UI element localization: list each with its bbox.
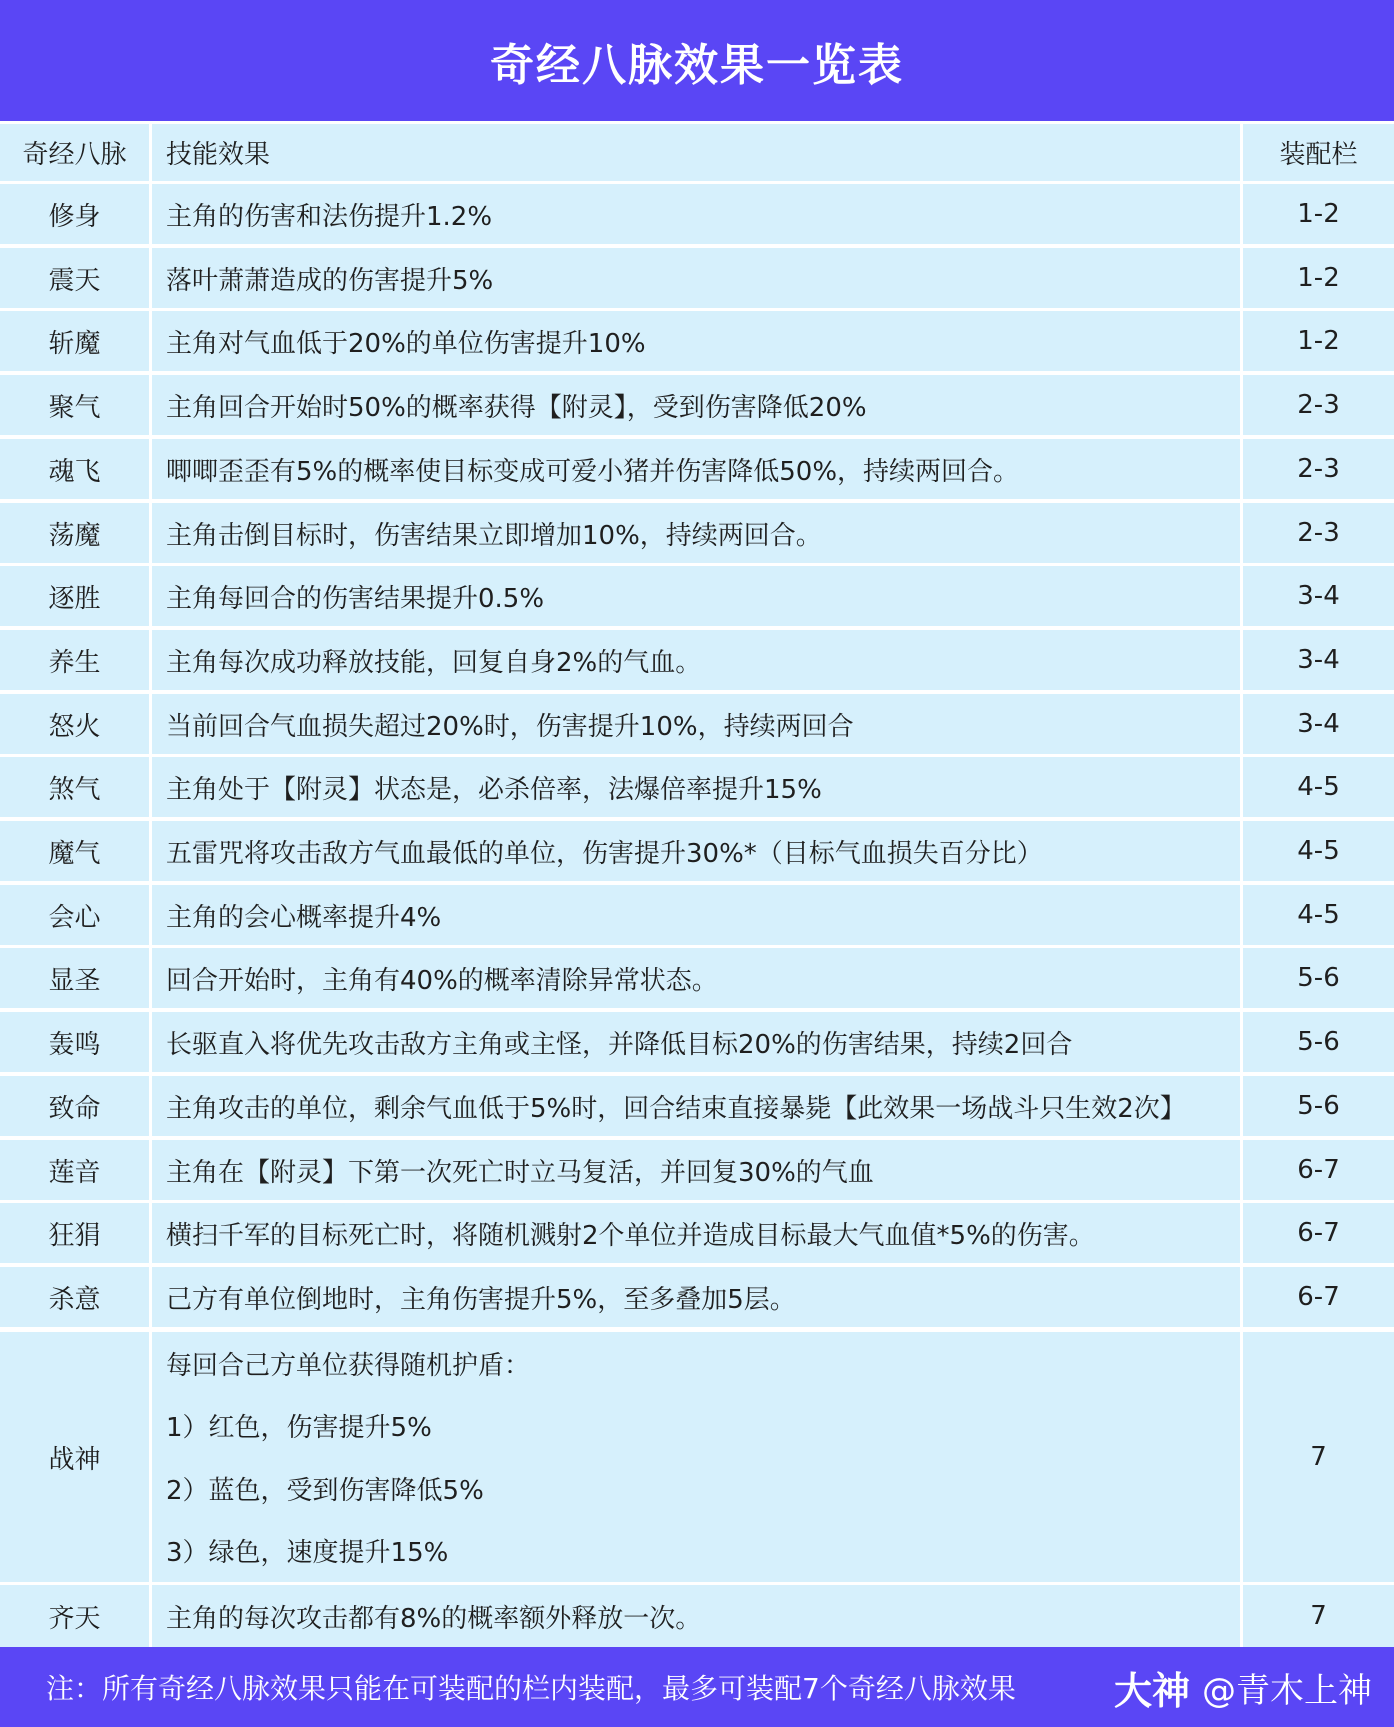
footer-note: 注：所有奇经八脉效果只能在可装配的栏内装配，最多可装配7个奇经八脉效果 bbox=[46, 1672, 1016, 1705]
table-row bbox=[0, 184, 1394, 244]
row-slot: 5-6 bbox=[1243, 948, 1394, 1008]
table-row bbox=[0, 439, 1394, 499]
row-name: 修身 bbox=[0, 184, 149, 244]
row-slot: 2-3 bbox=[1243, 439, 1394, 499]
table-row bbox=[0, 1267, 1394, 1327]
row-effect: 长驱直入将优先攻击敌方主角或主怪，并降低目标20%的伤害结果，持续2回合 bbox=[152, 1012, 1240, 1072]
row-name: 魂飞 bbox=[0, 439, 149, 499]
row-name: 怒火 bbox=[0, 694, 149, 754]
row-effect-line: 每回合己方单位获得随机护盾： bbox=[166, 1350, 531, 1381]
row-effect: 当前回合气血损失超过20%时，伤害提升10%，持续两回合 bbox=[152, 694, 1240, 754]
row-slot: 4-5 bbox=[1243, 821, 1394, 881]
table-row bbox=[0, 694, 1394, 754]
table-row bbox=[0, 1140, 1394, 1200]
column-header-slot: 装配栏 bbox=[1243, 124, 1394, 181]
title-bar bbox=[0, 0, 1394, 121]
table-row bbox=[0, 375, 1394, 435]
table-row bbox=[0, 311, 1394, 371]
row-effect-line: 2）蓝色，受到伤害降低5% bbox=[166, 1475, 484, 1506]
table-row bbox=[0, 948, 1394, 1008]
table-row bbox=[0, 1012, 1394, 1072]
row-effect-line: 1）红色，伤害提升5% bbox=[166, 1413, 432, 1444]
page-title: 奇经八脉效果一览表 bbox=[490, 39, 904, 91]
table-row bbox=[0, 503, 1394, 563]
row-effect: 主角的每次攻击都有8%的概率额外释放一次。 bbox=[152, 1585, 1240, 1647]
row-effect: 五雷咒将攻击敌方气血最低的单位，伤害提升30%*（目标气血损失百分比） bbox=[152, 821, 1240, 881]
row-slot: 3-4 bbox=[1243, 694, 1394, 754]
table-row bbox=[0, 821, 1394, 881]
row-effect: 主角每次成功释放技能，回复自身2%的气血。 bbox=[152, 630, 1240, 690]
column-header-name: 奇经八脉 bbox=[0, 124, 149, 181]
row-slot: 2-3 bbox=[1243, 375, 1394, 435]
row-effect: 己方有单位倒地时，主角伤害提升5%，至多叠加5层。 bbox=[152, 1267, 1240, 1327]
row-slot: 2-3 bbox=[1243, 503, 1394, 563]
effects-table bbox=[0, 121, 1394, 1647]
table-header-row bbox=[0, 124, 1394, 181]
column-header-effect: 技能效果 bbox=[152, 124, 1240, 181]
row-effect: 主角处于【附灵】状态是，必杀倍率，法爆倍率提升15% bbox=[152, 757, 1240, 817]
row-slot: 7 bbox=[1243, 1332, 1394, 1582]
row-name: 斩魔 bbox=[0, 311, 149, 371]
row-slot: 4-5 bbox=[1243, 757, 1394, 817]
table-row bbox=[0, 566, 1394, 626]
row-slot: 5-6 bbox=[1243, 1076, 1394, 1136]
row-name: 战神 bbox=[0, 1332, 149, 1582]
row-name: 荡魔 bbox=[0, 503, 149, 563]
row-name: 聚气 bbox=[0, 375, 149, 435]
row-slot: 1-2 bbox=[1243, 248, 1394, 308]
row-effect: 主角攻击的单位，剩余气血低于5%时，回合结束直接暴毙【此效果一场战斗只生效2次】 bbox=[152, 1076, 1240, 1136]
row-effect: 横扫千军的目标死亡时，将随机溅射2个单位并造成目标最大气血值*5%的伤害。 bbox=[152, 1203, 1240, 1263]
row-name: 养生 bbox=[0, 630, 149, 690]
row-name: 狂狷 bbox=[0, 1203, 149, 1263]
row-slot: 3-4 bbox=[1243, 630, 1394, 690]
row-slot: 6-7 bbox=[1243, 1140, 1394, 1200]
row-effect: 回合开始时，主角有40%的概率清除异常状态。 bbox=[152, 948, 1240, 1008]
row-effect: 唧唧歪歪有5%的概率使目标变成可爱小猪并伤害降低50%，持续两回合。 bbox=[152, 439, 1240, 499]
brand bbox=[1114, 1647, 1372, 1727]
row-name: 杀意 bbox=[0, 1267, 149, 1327]
row-effect: 主角击倒目标时，伤害结果立即增加10%，持续两回合。 bbox=[152, 503, 1240, 563]
row-effect: 主角在【附灵】下第一次死亡时立马复活，并回复30%的气血 bbox=[152, 1140, 1240, 1200]
brand-logo: 大神 bbox=[1113, 1668, 1190, 1713]
row-name: 齐天 bbox=[0, 1585, 149, 1647]
row-name: 会心 bbox=[0, 885, 149, 945]
table-row bbox=[0, 1076, 1394, 1136]
row-effect: 主角每回合的伤害结果提升0.5% bbox=[152, 566, 1240, 626]
row-name: 魔气 bbox=[0, 821, 149, 881]
row-slot: 5-6 bbox=[1243, 1012, 1394, 1072]
row-name: 轰鸣 bbox=[0, 1012, 149, 1072]
row-name: 显圣 bbox=[0, 948, 149, 1008]
row-effect: 主角对气血低于20%的单位伤害提升10% bbox=[152, 311, 1240, 371]
row-slot: 6-7 bbox=[1243, 1267, 1394, 1327]
row-name: 致命 bbox=[0, 1076, 149, 1136]
row-slot: 1-2 bbox=[1243, 184, 1394, 244]
table-row bbox=[0, 1203, 1394, 1263]
row-slot: 6-7 bbox=[1243, 1203, 1394, 1263]
row-slot: 7 bbox=[1243, 1585, 1394, 1647]
row-slot: 1-2 bbox=[1243, 311, 1394, 371]
table-row bbox=[0, 630, 1394, 690]
row-effect bbox=[152, 1332, 1240, 1582]
table-row bbox=[0, 885, 1394, 945]
table-row-zhanshen bbox=[0, 1332, 1394, 1582]
row-slot: 3-4 bbox=[1243, 566, 1394, 626]
brand-handle: @青木上神 bbox=[1202, 1670, 1372, 1711]
row-effect: 主角的伤害和法伤提升1.2% bbox=[152, 184, 1240, 244]
row-effect: 主角的会心概率提升4% bbox=[152, 885, 1240, 945]
row-effect: 落叶萧萧造成的伤害提升5% bbox=[152, 248, 1240, 308]
row-name: 莲音 bbox=[0, 1140, 149, 1200]
table-row-qitian bbox=[0, 1585, 1394, 1647]
row-slot: 4-5 bbox=[1243, 885, 1394, 945]
row-effect: 主角回合开始时50%的概率获得【附灵】，受到伤害降低20% bbox=[152, 375, 1240, 435]
footer bbox=[0, 1647, 1394, 1727]
row-name: 震天 bbox=[0, 248, 149, 308]
row-effect-line: 3）绿色，速度提升15% bbox=[166, 1538, 449, 1569]
row-name: 逐胜 bbox=[0, 566, 149, 626]
table-row bbox=[0, 248, 1394, 308]
row-name: 煞气 bbox=[0, 757, 149, 817]
table-row bbox=[0, 757, 1394, 817]
